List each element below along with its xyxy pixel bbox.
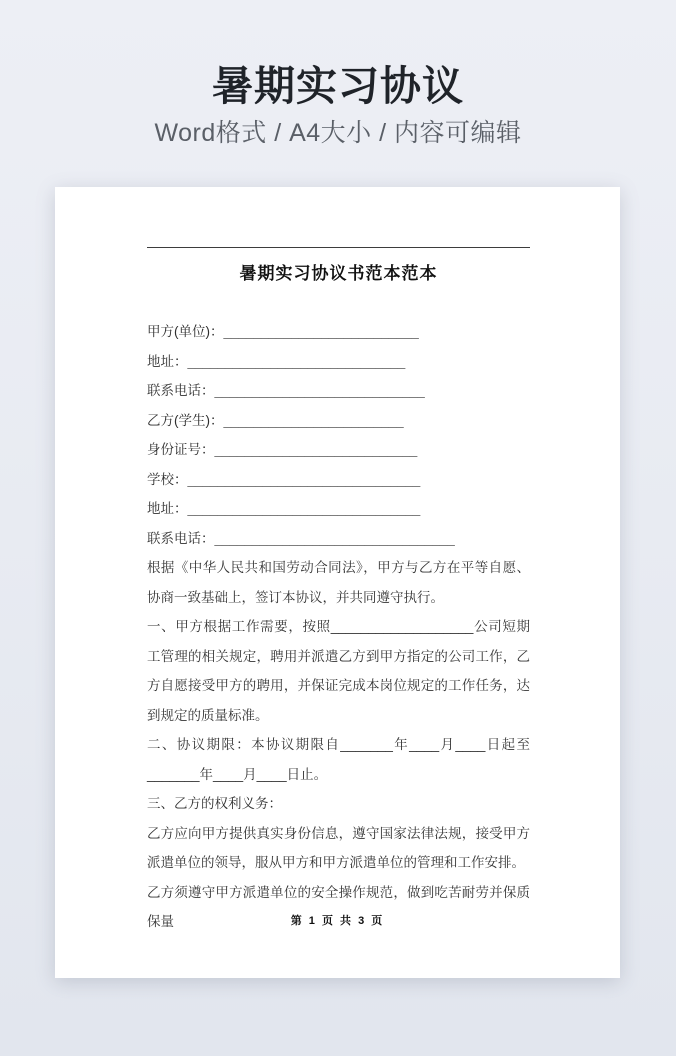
field-label: 联系电话： (147, 383, 215, 398)
field-label: 地址： (147, 501, 188, 516)
document-body (147, 317, 530, 937)
field-row-id-number (147, 435, 530, 465)
field-blank-line: ________________________ (223, 412, 404, 428)
field-row-address-a (147, 347, 530, 377)
field-row-party-b (147, 406, 530, 436)
paragraph-clause-3-item-1: 乙方应向甲方提供真实身份信息，遵守国家法律法规，接受甲方派遣单位的领导，服从甲方和甲方派遣单位的管理和工作安排。 (147, 825, 530, 870)
field-row-school (147, 465, 530, 495)
field-row-phone-b (147, 524, 530, 554)
banner (0, 0, 676, 147)
field-blank-line: ________________________________ (214, 530, 455, 546)
field-blank-line: _______________________________ (187, 471, 421, 487)
paragraph-preamble: 根据《中华人民共和国劳动合同法》，甲方与乙方在平等自愿、协商一致基础上，签订本协议，并共同遵守执行。 (147, 560, 530, 605)
field-row-party-a (147, 317, 530, 347)
field-label: 学校： (147, 471, 188, 487)
field-blank-line: _____________________________ (187, 353, 406, 369)
document-page-preview (55, 187, 620, 978)
field-row-address-b (147, 494, 530, 524)
document-title: 暑期实习协议书范本范本 (239, 264, 438, 283)
field-label: 身份证号： (147, 442, 215, 457)
banner-subtitle: Word格式 / A4大小 / 内容可编辑 (154, 119, 522, 147)
paragraph-clause-3-heading: 三、乙方的权利义务： (147, 796, 282, 811)
field-blank-line: __________________________ (223, 324, 419, 339)
paragraph-clause-3-item-2: 乙方须遵守甲方派遣单位的安全操作规范，做到吃苦耐劳并保质保量 (147, 884, 530, 929)
banner-title: 暑期实习协议 (212, 63, 464, 109)
page-number: 第 1 页 共 3 页 (290, 915, 385, 927)
field-blank-line: _______________________________ (187, 501, 421, 516)
field-blank-line: ___________________________ (214, 442, 418, 457)
field-label: 地址： (147, 353, 188, 369)
paragraph-clause-2: 二、协议期限：本协议期限自_______年____月____日起至_______年____月____日止。 (147, 737, 530, 782)
field-label: 联系电话： (147, 530, 215, 546)
paragraph-clause-1: 一、甲方根据工作需要，按照___________________公司短期工管理的相关规定，聘用并派遣乙方到甲方指定的公司工作，乙方自愿接受甲方的聘用，并保证完成本岗位规定的工作任务，达到规定的质量标准。 (147, 619, 530, 723)
header-rule (147, 247, 530, 248)
field-label: 甲方(单位)： (147, 324, 224, 339)
field-label: 乙方(学生)： (147, 412, 224, 428)
field-row-phone-a (147, 376, 530, 406)
field-blank-line: ____________________________ (214, 383, 425, 398)
